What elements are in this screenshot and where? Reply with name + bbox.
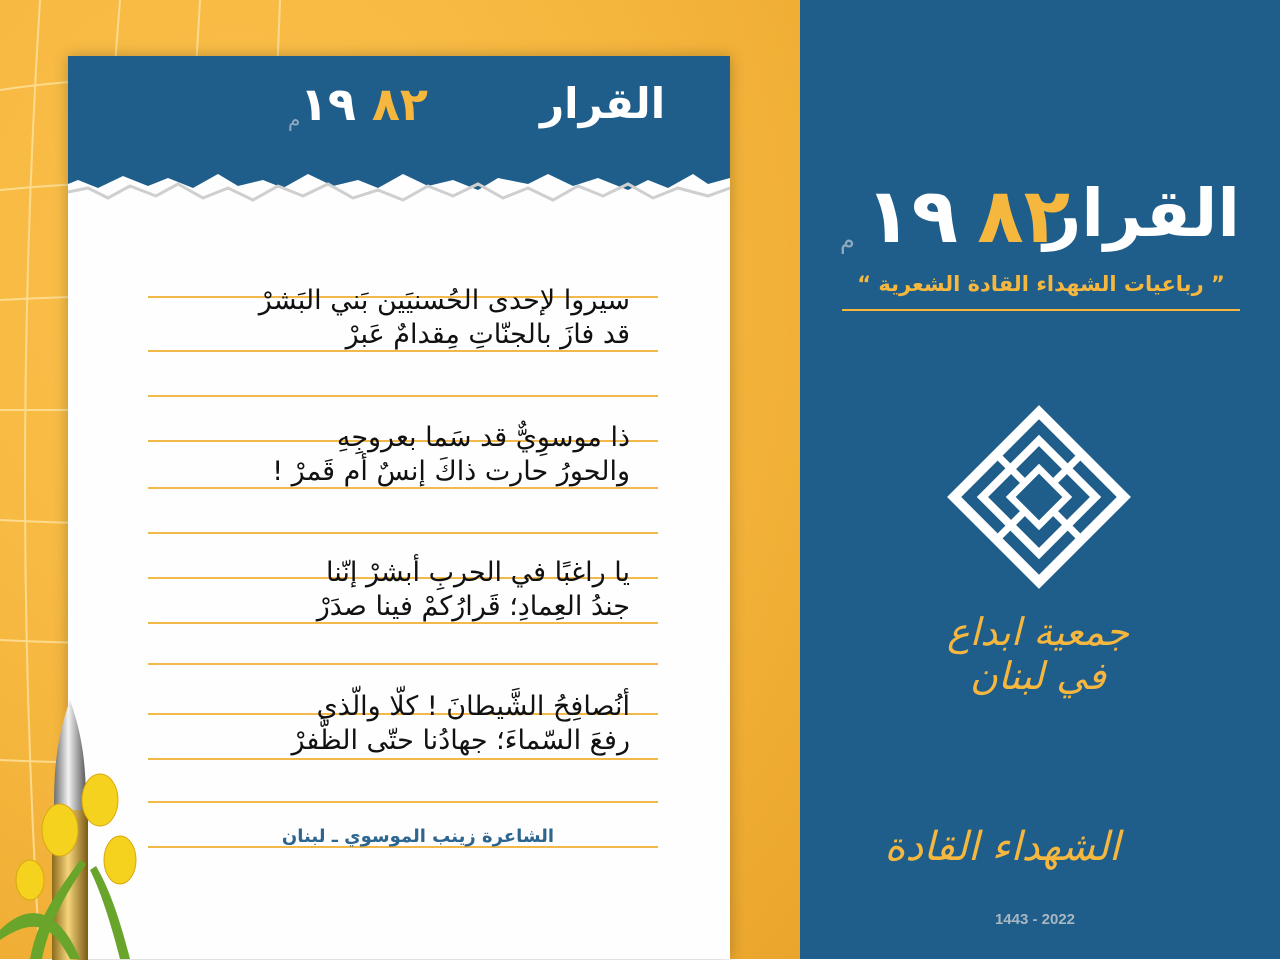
header-suffix: م (288, 107, 301, 131)
kufic-square-logo (944, 402, 1134, 592)
stanza-1 (190, 284, 630, 352)
main-suffix: م (840, 226, 855, 254)
main-digits-white: ١٩ (865, 171, 958, 260)
main-digits-gold: ٨٢ (977, 171, 1070, 260)
verse-line: سيروا لإحدى الحُسنيَين بَني البَشرْ (258, 285, 630, 316)
stanza-2 (190, 421, 630, 489)
verse-line: ذا موسوِيٌّ قد سَما بعروجِهِ (336, 422, 630, 453)
tulips-decoration (0, 770, 200, 959)
stanza-3 (190, 556, 630, 624)
verse-line: جندُ العِمادِ؛ قَرارُكمْ فينا صدَرْ (316, 591, 630, 622)
header-title (278, 68, 666, 132)
association-logo: جمعية ابداع في لبنان (946, 610, 1130, 698)
verse-line: رفعَ السّماءَ؛ جهادُنا حتّى الظَّفرْ (291, 725, 630, 756)
subtitle-underline (842, 309, 1240, 311)
shuhada-logo (884, 790, 1140, 900)
paper-header (68, 56, 730, 144)
ruled-line (148, 663, 658, 665)
verse-line: يا راغبًا في الحربِ أبشرْ إنّنا (326, 557, 630, 588)
svg-text:القرار (538, 79, 665, 129)
main-title (840, 150, 1260, 260)
main-title-word: القرار (1043, 175, 1240, 252)
torn-paper-edge (68, 144, 730, 214)
shuhada-logo-text: الشهداء القادة (884, 824, 1120, 870)
subtitle: ” رباعيات الشهداء القادة الشعرية “ (857, 272, 1225, 296)
ruled-line (148, 395, 658, 397)
poet-credit: الشاعرة زينب الموسوي ـ لبنان (281, 826, 555, 847)
ruled-line (148, 532, 658, 534)
years-label: 1443 - 2022 (994, 911, 1076, 928)
header-digits-gold: ٨٢ (371, 77, 428, 131)
verse-line: أنُصافِحُ الشَّيطانَ ! كلّا والّذي (316, 691, 630, 722)
verse-line: والحورُ حارت ذاكَ إنسٌ أم قَمرْ ! (272, 456, 630, 487)
ruled-line (148, 758, 658, 760)
header-digits-white: ١٩ (299, 77, 356, 131)
verse-line: قد فازَ بالجنّاتِ مِقدامٌ عَبرْ (345, 319, 630, 350)
stanza-4 (190, 690, 630, 758)
ruled-line (148, 801, 658, 803)
header-title-word: القرار (540, 79, 666, 128)
